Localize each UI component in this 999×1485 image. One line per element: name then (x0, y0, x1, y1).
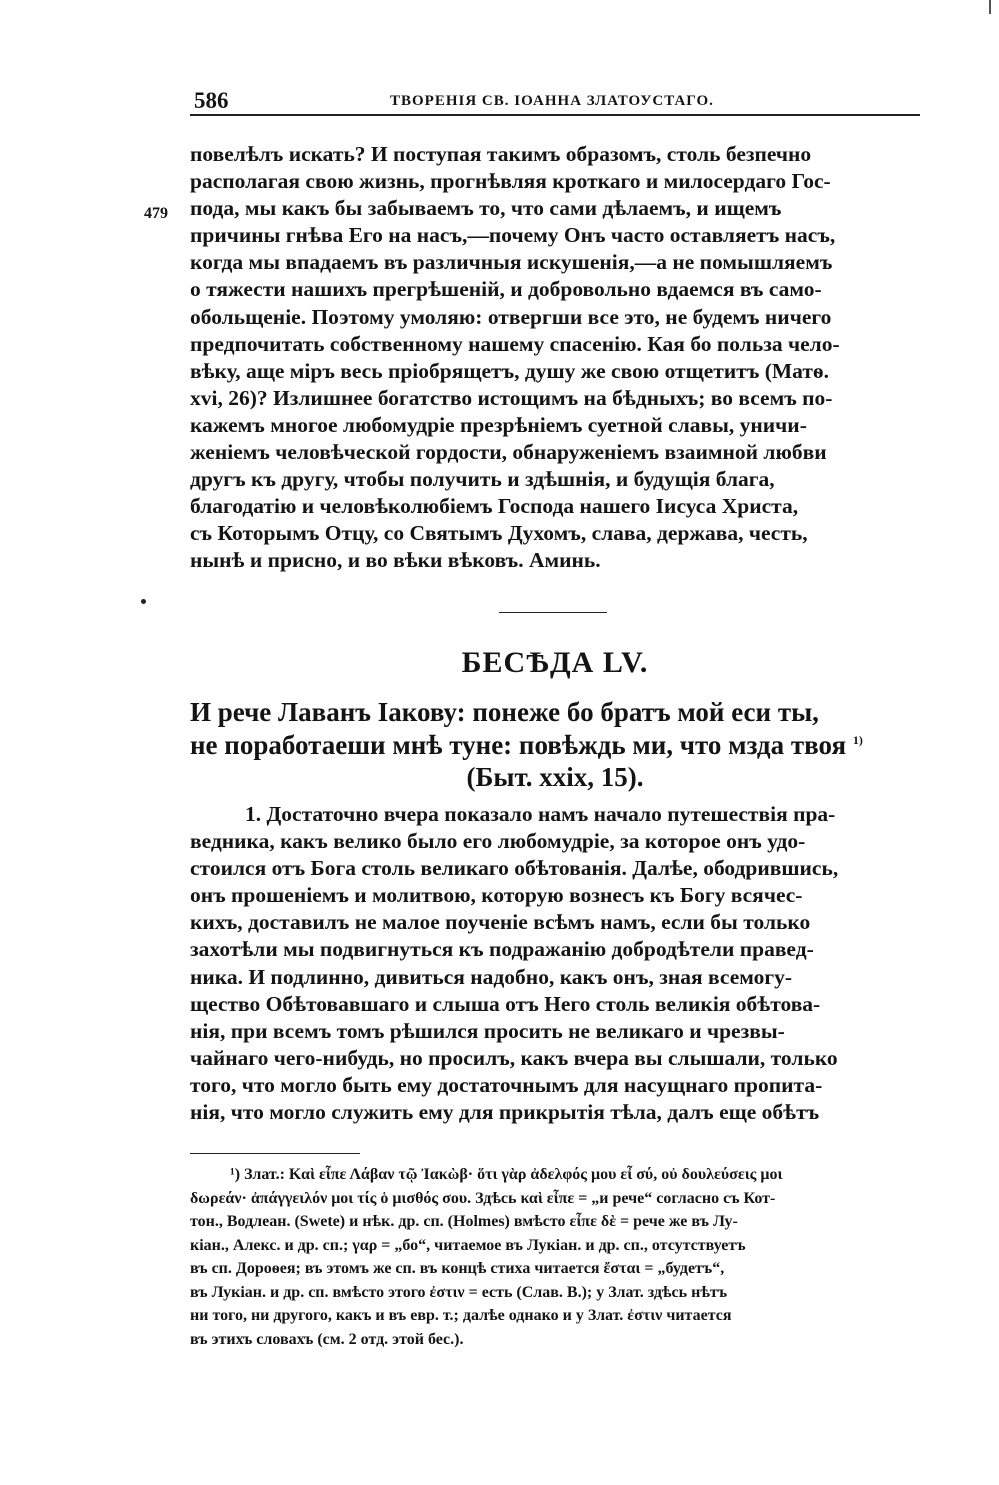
text-line: нія, что могло служить ему для прикрытія тѣла, далъ еще обѣтъ (190, 1100, 820, 1125)
text-line: нынѣ и присно, и во вѣки вѣковъ. Аминь. (190, 548, 601, 573)
text-line: чайнаго чего-нибудь, но просилъ, какъ вчера вы слышали, только (190, 1045, 838, 1070)
margin-dot (141, 599, 146, 604)
text-line: повелѣлъ искать? И поступая такимъ образомъ, столь безпечно (190, 142, 812, 166)
text-line: того, что могло быть ему достаточнымъ для насущнаго пропита- (190, 1072, 823, 1097)
text-line: ника. И подлинно, дивиться надобно, какъ онъ, зная всемогу- (190, 964, 793, 989)
footnote-rule (190, 1153, 360, 1154)
section-separator (499, 612, 607, 613)
footnote-line: ¹) Злат.: Καὶ εἶπε Λάβαν τῷ Ἰακὼβ· ὅτι γὰρ ἀδελφός μου εἶ σύ, οὐ δουλεύσεις μοι (230, 1166, 783, 1183)
page-header (190, 88, 920, 116)
text-line: другъ къ другу, чтобы получить и здѣшнія, и будущія блага, (190, 467, 775, 492)
epigraph (190, 696, 920, 794)
text-line: о тяжести нашихъ прегрѣшеній, и добровольно вдаемся въ само- (190, 277, 822, 302)
text-line: съ Которымъ Отцу, со Святымъ Духомъ, слава, держава, честь, (190, 521, 808, 546)
text-line: кихъ, доставилъ не малое поученіе всѣмъ намъ, если бы только (190, 910, 811, 935)
footnote-line: въ этихъ словахъ (см. 2 отд. этой бес.). (190, 1330, 464, 1348)
footnote-line: ни того, ни другого, какъ и въ евр. т.; далѣе однако и у Злат. ἐστιν читается (190, 1307, 732, 1324)
text-line: причины гнѣва Его на насъ,—почему Онъ часто оставляетъ насъ, (190, 223, 836, 248)
sermon-title: БЕСѢДА LV. (461, 646, 649, 679)
text-line: онъ прошеніемъ и молитвою, которую вознесъ къ Богу всячес- (190, 883, 803, 908)
text-line: благодатію и человѣколюбіемъ Господа нашего Іисуса Христа, (190, 494, 799, 519)
text-line: ведника, какъ велико было его любомудріе, за которое онъ удо- (190, 829, 806, 854)
text-line: пода, мы какъ бы забываемъ то, что сами дѣлаемъ, и ищемъ (190, 196, 782, 221)
footnote-line: тон., Водлеан. (Swete) и нѣк. др. сп. (Holmes) вмѣсто εἶπε δὲ = рече же въ Лу- (190, 1213, 738, 1230)
continuation-paragraph (190, 141, 920, 575)
section-1-paragraph (190, 801, 920, 1126)
margin-note: 479 (144, 205, 168, 222)
text-line: нія, при всемъ томъ рѣшился просить не великаго и чрезвы- (190, 1018, 785, 1043)
text-line: стоился отъ Бога столь великаго обѣтованія. Далѣе, ободрившись, (190, 856, 839, 881)
epigraph-line: И рече Лаванъ Іакову: понеже бо братъ мой еси ты, (190, 697, 819, 727)
text-line: предпочитать собственному нашему спасенію. Кая бо польза чело- (190, 331, 840, 356)
footnote-line: въ сп. Дороѳея; въ этомъ же сп. въ концѣ стиха читается ἔσται = „будетъ“, (190, 1260, 725, 1277)
text-line: захотѣли мы подвигнуться къ подражанію добродѣтели правед- (190, 937, 814, 962)
footnote-line: въ Лукіан. и др. сп. вмѣсто этого ἐστιν = есть (Слав. В.); у Злат. здѣсь нѣтъ (190, 1283, 728, 1301)
text-line: 1. Достаточно вчера показало намъ начало путешествія пра- (245, 802, 836, 826)
footnote-line: кіан., Алекс. и др. сп.; γαρ = „бо“, читаемое въ Лукіан. и др. сп., отсутствуетъ (190, 1236, 746, 1254)
page-edge-mark (989, 0, 991, 14)
text-line: xvi, 26)? Излишнее богатство истощимъ на бѣдныхъ; во всемъ по- (190, 385, 833, 410)
epigraph-reference: (Быт. xxix, 15). (466, 762, 644, 792)
text-line: женіемъ человѣческой гордости, обнаруженіемъ взаимной любви (190, 440, 827, 465)
epigraph-line (190, 729, 920, 762)
text-line: кажемъ многое любомудріе презрѣніемъ суетной славы, уничи- (190, 412, 807, 437)
page-number: 586 (194, 88, 229, 113)
text-line: обольщеніе. Поэтому умоляю: отвергши все это, не будемъ ничего (190, 304, 832, 329)
text-line: когда мы впадаемъ въ различныя искушенія,—а не помышляемъ (190, 250, 833, 275)
text-line: располагая свою жизнь, прогнѣвляя кроткаго и милосердаго Гос- (190, 169, 831, 194)
footnote (190, 1163, 920, 1351)
epigraph-line-text: не поработаеши мнѣ туне: повѣждь ми, что мзда твоя (190, 729, 847, 760)
footnote-mark: 1) (852, 732, 863, 747)
footnote-line: δωρεάν· ἀπάγγειλόν μοι τίς ὁ μισθός σου. Здѣсь καὶ εἶπε = „и рече“ согласно съ Кот- (190, 1189, 776, 1207)
text-line: вѣку, аще міръ весь пріобрящетъ, душу же свою отщетитъ (Матѳ. (190, 358, 830, 383)
running-head: ТВОРЕНІЯ СВ. ІОАННА ЗЛАТОУСТАГО. (390, 93, 714, 109)
text-line: щество Обѣтовавшаго и слыша отъ Него столь великія обѣтова- (190, 991, 821, 1016)
